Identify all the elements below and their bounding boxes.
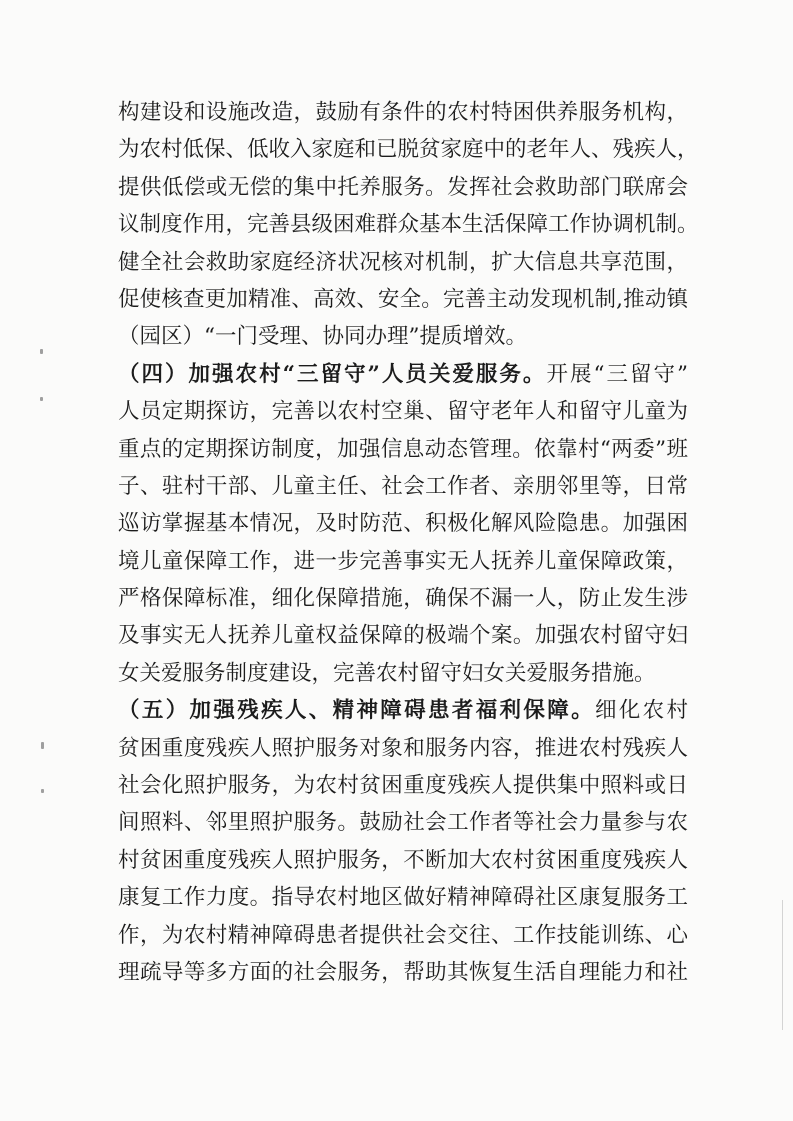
text-line xyxy=(118,94,688,131)
line-text: 作，为农村精神障碍患者提供社会交往、工作技能训练、心 xyxy=(118,922,688,948)
text-line xyxy=(118,393,688,430)
line-text: 康复工作力度。指导农村地区做好精神障碍社区康复服务工 xyxy=(118,885,688,911)
line-text: 女关爱服务制度建设，完善农村留守妇女关爱服务措施。 xyxy=(118,660,656,686)
text-line xyxy=(118,169,688,206)
text-line xyxy=(118,543,688,580)
text-line xyxy=(118,318,688,355)
body-text xyxy=(118,94,699,991)
line-text: 人员定期探访，完善以农村空巢、留守老年人和留守儿童为 xyxy=(118,399,688,425)
section-heading: （四）加强农村“三留守”人员关爱服务。 xyxy=(118,361,547,387)
scan-speck xyxy=(40,397,43,401)
text-line xyxy=(118,244,688,281)
line-text: 健全社会救助家庭经济状况核对机制，扩大信息共享范围， xyxy=(118,249,688,275)
line-text: 为农村低保、低收入家庭和已脱贫家庭中的老年人、残疾人， xyxy=(118,137,699,163)
line-text: 开展“三留守” xyxy=(546,361,688,387)
text-line xyxy=(118,580,688,617)
text-line xyxy=(118,954,688,991)
scan-speck xyxy=(41,742,44,749)
text-line xyxy=(118,842,688,879)
line-text: 巡访掌握基本情况，及时防范、积极化解风险隐患。加强困 xyxy=(118,511,688,537)
text-line xyxy=(118,505,688,542)
line-text: 促使核查更加精准、高效、安全。完善主动发现机制,推动镇 xyxy=(118,286,688,312)
text-line xyxy=(118,692,688,729)
text-line xyxy=(118,804,688,841)
section-heading: （五）加强残疾人、精神障碍患者福利保障。 xyxy=(118,698,595,724)
line-text: 细化农村 xyxy=(594,698,688,724)
line-text: 及事实无人抚养儿童权益保障的极端个案。加强农村留守妇 xyxy=(118,623,688,649)
line-text: 贫困重度残疾人照护服务对象和服务内容，推进农村残疾人 xyxy=(118,735,688,761)
line-text: 社会化照护服务，为农村贫困重度残疾人提供集中照料或日 xyxy=(118,773,688,799)
scan-speck xyxy=(41,789,44,793)
line-text: 构建设和设施改造，鼓励有条件的农村特困供养服务机构， xyxy=(118,100,688,125)
line-text: 子、驻村干部、儿童主任、社会工作者、亲朋邻里等，日常 xyxy=(118,473,688,499)
text-line xyxy=(118,431,688,468)
text-line xyxy=(118,879,688,916)
text-line xyxy=(118,206,699,243)
line-text: 间照料、邻里照护服务。鼓励社会工作者等社会力量参与农 xyxy=(118,810,688,836)
line-text: 提供低偿或无偿的集中托养服务。发挥社会救助部门联席会 xyxy=(118,174,688,200)
text-line xyxy=(118,468,688,505)
text-line xyxy=(118,617,688,654)
text-line xyxy=(118,131,699,168)
text-line xyxy=(118,917,688,954)
text-line xyxy=(118,281,688,318)
line-text: 严格保障标准，细化保障措施，确保不漏一人，防止发生涉 xyxy=(118,586,688,612)
text-line xyxy=(118,655,688,692)
line-text: （园区）“一门受理、协同办理”提质增效。 xyxy=(118,324,527,350)
line-text: 重点的定期探访制度，加强信息动态管理。依靠村“两委”班 xyxy=(118,436,688,462)
line-text: 议制度作用，完善县级困难群众基本生活保障工作协调机制。 xyxy=(118,212,699,238)
text-line xyxy=(118,730,688,767)
line-text: 村贫困重度残疾人照护服务，不断加大农村贫困重度残疾人 xyxy=(118,847,688,873)
scan-edge-mark xyxy=(782,900,783,1030)
text-line xyxy=(118,767,688,804)
line-text: 理疏导等多方面的社会服务，帮助其恢复生活自理能力和社 xyxy=(118,959,688,985)
text-line xyxy=(118,356,688,393)
line-text: 境儿童保障工作，进一步完善事实无人抚养儿童保障政策， xyxy=(118,548,688,574)
scan-speck xyxy=(40,349,43,354)
